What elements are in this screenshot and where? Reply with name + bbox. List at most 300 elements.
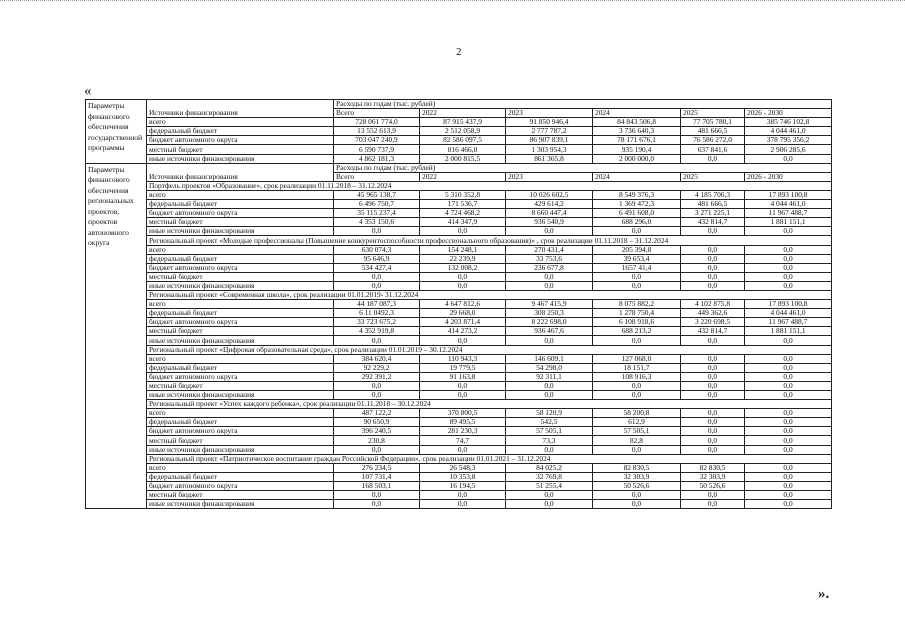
project-title: Региональный проект «Современная школа», срок реализации 01.01.2019- 31.12.2024 bbox=[147, 290, 832, 299]
table-row bbox=[86, 309, 832, 318]
project-title-row bbox=[86, 236, 832, 245]
amount-cell: 132 008,2 bbox=[420, 263, 506, 272]
amount-cell: 487 122,2 bbox=[334, 409, 420, 418]
year-header: 2025 bbox=[681, 109, 745, 118]
amount-cell: 6 496 750,7 bbox=[334, 200, 420, 209]
amount-cell: 13 552 613,9 bbox=[334, 127, 420, 136]
source-label: всего bbox=[147, 118, 334, 127]
amount-cell: 0,0 bbox=[334, 491, 420, 500]
amount-cell: 0,0 bbox=[681, 445, 745, 454]
amount-cell: 11 967 488,7 bbox=[745, 318, 832, 327]
amount-cell: 0,0 bbox=[420, 381, 506, 390]
amount-cell: 10 353,8 bbox=[420, 472, 506, 481]
amount-cell: 108 916,3 bbox=[593, 372, 681, 381]
amount-cell: 0,0 bbox=[334, 391, 420, 400]
table-header-row bbox=[86, 100, 832, 109]
source-label: всего bbox=[147, 300, 334, 309]
amount-cell: 3 736 640,3 bbox=[593, 127, 681, 136]
amount-cell: 0,0 bbox=[506, 391, 593, 400]
project-title-row bbox=[86, 345, 832, 354]
amount-cell: 0,0 bbox=[681, 263, 745, 272]
amount-cell: 0,0 bbox=[745, 381, 832, 390]
table-row bbox=[86, 445, 832, 454]
amount-cell: 449 362,6 bbox=[681, 309, 745, 318]
amount-cell: 2 512 058,9 bbox=[420, 127, 506, 136]
table-row bbox=[86, 472, 832, 481]
source-label: федеральный бюджет bbox=[147, 309, 334, 318]
amount-cell: 127 068,0 bbox=[593, 354, 681, 363]
project-title-row bbox=[86, 181, 832, 190]
amount-cell: 16 194,5 bbox=[420, 481, 506, 490]
table-row bbox=[86, 190, 832, 199]
table-row bbox=[86, 136, 832, 145]
amount-cell: 481 666,5 bbox=[681, 127, 745, 136]
financing-table bbox=[85, 99, 832, 509]
amount-cell: 76 586 272,0 bbox=[681, 136, 745, 145]
amount-cell: 77 705 780,1 bbox=[681, 118, 745, 127]
amount-cell: 5 310 352,8 bbox=[420, 190, 506, 199]
table-row bbox=[86, 227, 832, 236]
source-label: всего bbox=[147, 245, 334, 254]
amount-cell: 0,0 bbox=[681, 363, 745, 372]
amount-cell: 703 047 240,9 bbox=[334, 136, 420, 145]
amount-cell: 0,0 bbox=[334, 381, 420, 390]
amount-cell: 4 102 875,8 bbox=[681, 300, 745, 309]
amount-cell: 0,0 bbox=[334, 272, 420, 281]
amount-cell: 0,0 bbox=[681, 500, 745, 509]
amount-cell: 11 967 488,7 bbox=[745, 209, 832, 218]
amount-cell: 0,0 bbox=[681, 281, 745, 290]
table-row bbox=[86, 127, 832, 136]
year-header: 2022 bbox=[420, 172, 506, 181]
amount-cell: 91 850 946,4 bbox=[506, 118, 593, 127]
amount-cell: 0,0 bbox=[593, 391, 681, 400]
source-label: бюджет автономного округа bbox=[147, 136, 334, 145]
amount-cell: 39 653,4 bbox=[593, 254, 681, 263]
project-title: Региональный проект «Успех каждого ребенка», срок реализации 01.11.2018 – 30.12.2024 bbox=[147, 400, 832, 409]
amount-cell: 45 965 138,7 bbox=[334, 190, 420, 199]
source-label: федеральный бюджет bbox=[147, 418, 334, 427]
source-label: местный бюджет bbox=[147, 145, 334, 154]
table-row bbox=[86, 436, 832, 445]
amount-cell: 89 495,5 bbox=[420, 418, 506, 427]
amount-cell: 0,0 bbox=[681, 227, 745, 236]
table-row bbox=[86, 381, 832, 390]
amount-cell: 0,0 bbox=[420, 336, 506, 345]
amount-cell: 4 862 181,3 bbox=[334, 154, 420, 163]
amount-cell: 0,0 bbox=[745, 418, 832, 427]
amount-cell: 0,0 bbox=[593, 491, 681, 500]
amount-cell: 0,0 bbox=[334, 227, 420, 236]
year-header: 2025 bbox=[681, 172, 745, 181]
table-row bbox=[86, 300, 832, 309]
amount-cell: 0,0 bbox=[506, 381, 593, 390]
year-header: 2022 bbox=[420, 109, 506, 118]
table-row bbox=[86, 463, 832, 472]
amount-cell: 1 278 750,4 bbox=[593, 309, 681, 318]
source-label: бюджет автономного округа bbox=[147, 481, 334, 490]
amount-cell: 0,0 bbox=[681, 336, 745, 345]
amount-cell: 276 234,5 bbox=[334, 463, 420, 472]
amount-cell: 4 185 706,3 bbox=[681, 190, 745, 199]
amount-cell: 4 203 871,4 bbox=[420, 318, 506, 327]
amount-cell: 0,0 bbox=[420, 227, 506, 236]
expenses-header: Расходы по годам (тыс. рублей) bbox=[334, 100, 832, 109]
amount-cell: 26 548,3 bbox=[420, 463, 506, 472]
amount-cell: 205 394,8 bbox=[593, 245, 681, 254]
amount-cell: 630 074,3 bbox=[334, 245, 420, 254]
amount-cell: 0,0 bbox=[745, 281, 832, 290]
amount-cell: 432 814,7 bbox=[681, 218, 745, 227]
amount-cell: 0,0 bbox=[420, 445, 506, 454]
amount-cell: 32 303,9 bbox=[681, 472, 745, 481]
amount-cell: 110 943,3 bbox=[420, 354, 506, 363]
amount-cell: 18 151,7 bbox=[593, 363, 681, 372]
table-row bbox=[86, 118, 832, 127]
amount-cell: 17 893 100,8 bbox=[745, 300, 832, 309]
amount-cell: 0,0 bbox=[334, 336, 420, 345]
amount-cell: 385 746 102,8 bbox=[745, 118, 832, 127]
source-label: бюджет автономного округа bbox=[147, 318, 334, 327]
amount-cell: 33 753,6 bbox=[506, 254, 593, 263]
year-header: Всего bbox=[334, 109, 420, 118]
amount-cell: 0,0 bbox=[681, 154, 745, 163]
amount-cell: 0,0 bbox=[745, 372, 832, 381]
amount-cell: 0,0 bbox=[681, 418, 745, 427]
project-title-row bbox=[86, 454, 832, 463]
amount-cell: 84 025,2 bbox=[506, 463, 593, 472]
amount-cell: 6 11 0492,3 bbox=[334, 309, 420, 318]
amount-cell: 4 044 461,0 bbox=[745, 127, 832, 136]
amount-cell: 612,9 bbox=[593, 418, 681, 427]
source-label: всего bbox=[147, 463, 334, 472]
amount-cell: 0,0 bbox=[681, 354, 745, 363]
amount-cell: 0,0 bbox=[334, 281, 420, 290]
amount-cell: 0,0 bbox=[745, 445, 832, 454]
amount-cell: 0,0 bbox=[745, 227, 832, 236]
amount-cell: 292 391,2 bbox=[334, 372, 420, 381]
amount-cell: 0,0 bbox=[745, 336, 832, 345]
project-title: Региональный проект «Цифровая образовательная среда», срок реализации 01.01.2019 – 30.12.2024 bbox=[147, 345, 832, 354]
amount-cell: 432 814,7 bbox=[681, 327, 745, 336]
amount-cell: 0,0 bbox=[681, 245, 745, 254]
amount-cell: 0,0 bbox=[506, 445, 593, 454]
year-header: 2024 bbox=[593, 172, 681, 181]
source-label: местный бюджет bbox=[147, 436, 334, 445]
amount-cell: 0,0 bbox=[745, 500, 832, 509]
source-label: иные источники финансирования bbox=[147, 445, 334, 454]
amount-cell: 2 000 000,0 bbox=[593, 154, 681, 163]
amount-cell: 2 000 815,5 bbox=[420, 154, 506, 163]
sources-header: Источники финансирования bbox=[147, 163, 334, 181]
amount-cell: 378 795 356,2 bbox=[745, 136, 832, 145]
amount-cell: 92 311,1 bbox=[506, 372, 593, 381]
amount-cell: 51 255,4 bbox=[506, 481, 593, 490]
parameter-label: Параметры финансового обеспечения государственной программы bbox=[86, 100, 147, 164]
amount-cell: 0,0 bbox=[681, 381, 745, 390]
amount-cell: 84 843 506,8 bbox=[593, 118, 681, 127]
amount-cell: 10 026 602,5 bbox=[506, 190, 593, 199]
amount-cell: 171 536,7 bbox=[420, 200, 506, 209]
amount-cell: 0,0 bbox=[506, 491, 593, 500]
amount-cell: 154 248,1 bbox=[420, 245, 506, 254]
amount-cell: 22 239,9 bbox=[420, 254, 506, 263]
amount-cell: 281 230,3 bbox=[420, 427, 506, 436]
source-label: иные источники финансирования bbox=[147, 500, 334, 509]
amount-cell: 0,0 bbox=[745, 409, 832, 418]
amount-cell: 0,0 bbox=[593, 227, 681, 236]
amount-cell: 429 614,2 bbox=[506, 200, 593, 209]
amount-cell: 1 881 151,1 bbox=[745, 218, 832, 227]
amount-cell: 688 296,0 bbox=[593, 218, 681, 227]
amount-cell: 0,0 bbox=[745, 245, 832, 254]
year-header: Всего bbox=[334, 172, 420, 181]
table-row bbox=[86, 154, 832, 163]
amount-cell: 82 830,5 bbox=[681, 463, 745, 472]
amount-cell: 370 800,5 bbox=[420, 409, 506, 418]
amount-cell: 0,0 bbox=[745, 363, 832, 372]
amount-cell: 0,0 bbox=[681, 372, 745, 381]
source-label: иные источники финансирования bbox=[147, 336, 334, 345]
amount-cell: 6 590 737,9 bbox=[334, 145, 420, 154]
amount-cell: 8 660 447,4 bbox=[506, 209, 593, 218]
amount-cell: 6 491 608,0 bbox=[593, 209, 681, 218]
source-label: местный бюджет bbox=[147, 491, 334, 500]
table-row bbox=[86, 272, 832, 281]
amount-cell: 0,0 bbox=[593, 381, 681, 390]
amount-cell: 0,0 bbox=[745, 272, 832, 281]
source-label: федеральный бюджет bbox=[147, 472, 334, 481]
amount-cell: 90 650,9 bbox=[334, 418, 420, 427]
amount-cell: 384 620,4 bbox=[334, 354, 420, 363]
project-title: Региональный проект «Молодые профессионалы (Повышение конкурентоспособности профессионального образования)» , срок реализации 01.11.2018 – 31.12.2024 bbox=[147, 236, 832, 245]
amount-cell: 816 466,0 bbox=[420, 145, 506, 154]
amount-cell: 0,0 bbox=[593, 500, 681, 509]
table-row bbox=[86, 418, 832, 427]
year-header: 2026 - 2030 bbox=[745, 109, 832, 118]
source-label: местный бюджет bbox=[147, 381, 334, 390]
closing-quote-mark: ». bbox=[818, 586, 830, 602]
table-row bbox=[86, 491, 832, 500]
amount-cell: 3 271 225,1 bbox=[681, 209, 745, 218]
amount-cell: 92 229,2 bbox=[334, 363, 420, 372]
amount-cell: 0,0 bbox=[745, 436, 832, 445]
amount-cell: 0,0 bbox=[506, 500, 593, 509]
amount-cell: 0,0 bbox=[681, 272, 745, 281]
project-title: Портфель проектов «Образование», срок реализации 01.11.2018 – 31.12.2024 bbox=[147, 181, 832, 190]
source-label: местный бюджет bbox=[147, 218, 334, 227]
amount-cell: 82,8 bbox=[593, 436, 681, 445]
amount-cell: 1 881 151,1 bbox=[745, 327, 832, 336]
source-label: федеральный бюджет bbox=[147, 363, 334, 372]
table-row bbox=[86, 263, 832, 272]
amount-cell: 534 427,4 bbox=[334, 263, 420, 272]
table-row bbox=[86, 281, 832, 290]
amount-cell: 91 163,8 bbox=[420, 372, 506, 381]
amount-cell: 0,0 bbox=[681, 409, 745, 418]
amount-cell: 396 240,5 bbox=[334, 427, 420, 436]
amount-cell: 414 347,9 bbox=[420, 218, 506, 227]
source-label: местный бюджет bbox=[147, 272, 334, 281]
amount-cell: 87 915 437,9 bbox=[420, 118, 506, 127]
amount-cell: 8 222 698,0 bbox=[506, 318, 593, 327]
table-row bbox=[86, 391, 832, 400]
source-label: бюджет автономного округа bbox=[147, 372, 334, 381]
amount-cell: 4 044 461,0 bbox=[745, 309, 832, 318]
amount-cell: 107 731,4 bbox=[334, 472, 420, 481]
amount-cell: 0,0 bbox=[745, 391, 832, 400]
amount-cell: 33 723 675,2 bbox=[334, 318, 420, 327]
table-row bbox=[86, 200, 832, 209]
table-row bbox=[86, 218, 832, 227]
amount-cell: 82 586 097,5 bbox=[420, 136, 506, 145]
amount-cell: 0,0 bbox=[420, 491, 506, 500]
project-title-row bbox=[86, 290, 832, 299]
table-row bbox=[86, 245, 832, 254]
amount-cell: 57 505,1 bbox=[506, 427, 593, 436]
table-row bbox=[86, 318, 832, 327]
amount-cell: 0,0 bbox=[745, 354, 832, 363]
amount-cell: 0,0 bbox=[745, 263, 832, 272]
amount-cell: 0,0 bbox=[745, 472, 832, 481]
table-row bbox=[86, 372, 832, 381]
source-label: иные источники финансирования bbox=[147, 281, 334, 290]
source-label: бюджет автономного округа bbox=[147, 263, 334, 272]
amount-cell: 0,0 bbox=[593, 272, 681, 281]
amount-cell: 0,0 bbox=[681, 491, 745, 500]
expenses-header: Расходы по годам (тыс. рублей) bbox=[334, 163, 832, 172]
amount-cell: 17 893 100,8 bbox=[745, 190, 832, 199]
amount-cell: 0,0 bbox=[681, 391, 745, 400]
year-header: 2023 bbox=[506, 172, 593, 181]
table-row bbox=[86, 254, 832, 263]
amount-cell: 35 115 237,4 bbox=[334, 209, 420, 218]
amount-cell: 50 526,6 bbox=[593, 481, 681, 490]
source-label: федеральный бюджет bbox=[147, 254, 334, 263]
amount-cell: 2 906 285,6 bbox=[745, 145, 832, 154]
amount-cell: 4 724 468,2 bbox=[420, 209, 506, 218]
project-title-row bbox=[86, 400, 832, 409]
amount-cell: 0,0 bbox=[420, 272, 506, 281]
amount-cell: 0,0 bbox=[420, 391, 506, 400]
amount-cell: 4 353 150,6 bbox=[334, 218, 420, 227]
amount-cell: 1 369 472,3 bbox=[593, 200, 681, 209]
amount-cell: 19 779,5 bbox=[420, 363, 506, 372]
amount-cell: 9 467 415,9 bbox=[506, 300, 593, 309]
amount-cell: 0,0 bbox=[681, 254, 745, 263]
amount-cell: 1657 41,4 bbox=[593, 263, 681, 272]
table-row bbox=[86, 363, 832, 372]
amount-cell: 0,0 bbox=[420, 281, 506, 290]
amount-cell: 0,0 bbox=[681, 427, 745, 436]
amount-cell: 57 505,1 bbox=[593, 427, 681, 436]
amount-cell: 0,0 bbox=[745, 491, 832, 500]
page-top-edge bbox=[0, 0, 905, 5]
table-row bbox=[86, 354, 832, 363]
source-label: федеральный бюджет bbox=[147, 200, 334, 209]
table-row bbox=[86, 336, 832, 345]
amount-cell: 2 777 787,2 bbox=[506, 127, 593, 136]
amount-cell: 29 668,0 bbox=[420, 309, 506, 318]
amount-cell: 0,0 bbox=[745, 254, 832, 263]
source-label: всего bbox=[147, 409, 334, 418]
amount-cell: 0,0 bbox=[745, 481, 832, 490]
amount-cell: 6 108 918,6 bbox=[593, 318, 681, 327]
amount-cell: 32 769,8 bbox=[506, 472, 593, 481]
table-header-row bbox=[86, 163, 832, 172]
source-label: всего bbox=[147, 354, 334, 363]
amount-cell: 637 841,6 bbox=[681, 145, 745, 154]
amount-cell: 935 190,4 bbox=[593, 145, 681, 154]
source-label: иные источники финансирования bbox=[147, 227, 334, 236]
amount-cell: 861 365,8 bbox=[506, 154, 593, 163]
amount-cell: 936 540,9 bbox=[506, 218, 593, 227]
amount-cell: 0,0 bbox=[681, 436, 745, 445]
amount-cell: 58 120,9 bbox=[506, 409, 593, 418]
amount-cell: 0,0 bbox=[593, 336, 681, 345]
amount-cell: 0,0 bbox=[506, 272, 593, 281]
year-header: 2024 bbox=[593, 109, 681, 118]
amount-cell: 936 467,6 bbox=[506, 327, 593, 336]
table-row bbox=[86, 481, 832, 490]
amount-cell: 688 213,2 bbox=[593, 327, 681, 336]
amount-cell: 0,0 bbox=[745, 427, 832, 436]
amount-cell: 1 303 954,3 bbox=[506, 145, 593, 154]
source-label: местный бюджет bbox=[147, 327, 334, 336]
page-number: 2 bbox=[456, 46, 462, 58]
table-row bbox=[86, 500, 832, 509]
table-row bbox=[86, 427, 832, 436]
amount-cell: 50 526,6 bbox=[681, 481, 745, 490]
sources-header: Источники финансирования bbox=[147, 100, 334, 118]
amount-cell: 54 298,0 bbox=[506, 363, 593, 372]
amount-cell: 308 250,3 bbox=[506, 309, 593, 318]
amount-cell: 58 200,8 bbox=[593, 409, 681, 418]
amount-cell: 8 075 882,2 bbox=[593, 300, 681, 309]
source-label: всего bbox=[147, 190, 334, 199]
source-label: иные источники финансирования bbox=[147, 154, 334, 163]
amount-cell: 414 273,2 bbox=[420, 327, 506, 336]
amount-cell: 0,0 bbox=[334, 500, 420, 509]
amount-cell: 0,0 bbox=[745, 463, 832, 472]
amount-cell: 86 907 839,1 bbox=[506, 136, 593, 145]
amount-cell: 728 061 774,0 bbox=[334, 118, 420, 127]
amount-cell: 168 503,1 bbox=[334, 481, 420, 490]
opening-quote-mark: « bbox=[84, 83, 92, 99]
amount-cell: 270 431,4 bbox=[506, 245, 593, 254]
amount-cell: 0,0 bbox=[745, 154, 832, 163]
amount-cell: 481 666,5 bbox=[681, 200, 745, 209]
table-row bbox=[86, 145, 832, 154]
amount-cell: 0,0 bbox=[506, 336, 593, 345]
amount-cell: 0,0 bbox=[334, 445, 420, 454]
amount-cell: 4 352 919,8 bbox=[334, 327, 420, 336]
source-label: бюджет автономного округа bbox=[147, 209, 334, 218]
amount-cell: 0,0 bbox=[506, 281, 593, 290]
year-header: 2026 - 2030 bbox=[745, 172, 832, 181]
amount-cell: 0,0 bbox=[593, 445, 681, 454]
amount-cell: 0,0 bbox=[420, 500, 506, 509]
amount-cell: 95 646,9 bbox=[334, 254, 420, 263]
amount-cell: 74,7 bbox=[420, 436, 506, 445]
amount-cell: 78 171 676,1 bbox=[593, 136, 681, 145]
amount-cell: 8 549 376,3 bbox=[593, 190, 681, 199]
amount-cell: 542,5 bbox=[506, 418, 593, 427]
amount-cell: 236 677,8 bbox=[506, 263, 593, 272]
source-label: иные источники финансирования bbox=[147, 391, 334, 400]
table-row bbox=[86, 327, 832, 336]
amount-cell: 4 044 461,0 bbox=[745, 200, 832, 209]
